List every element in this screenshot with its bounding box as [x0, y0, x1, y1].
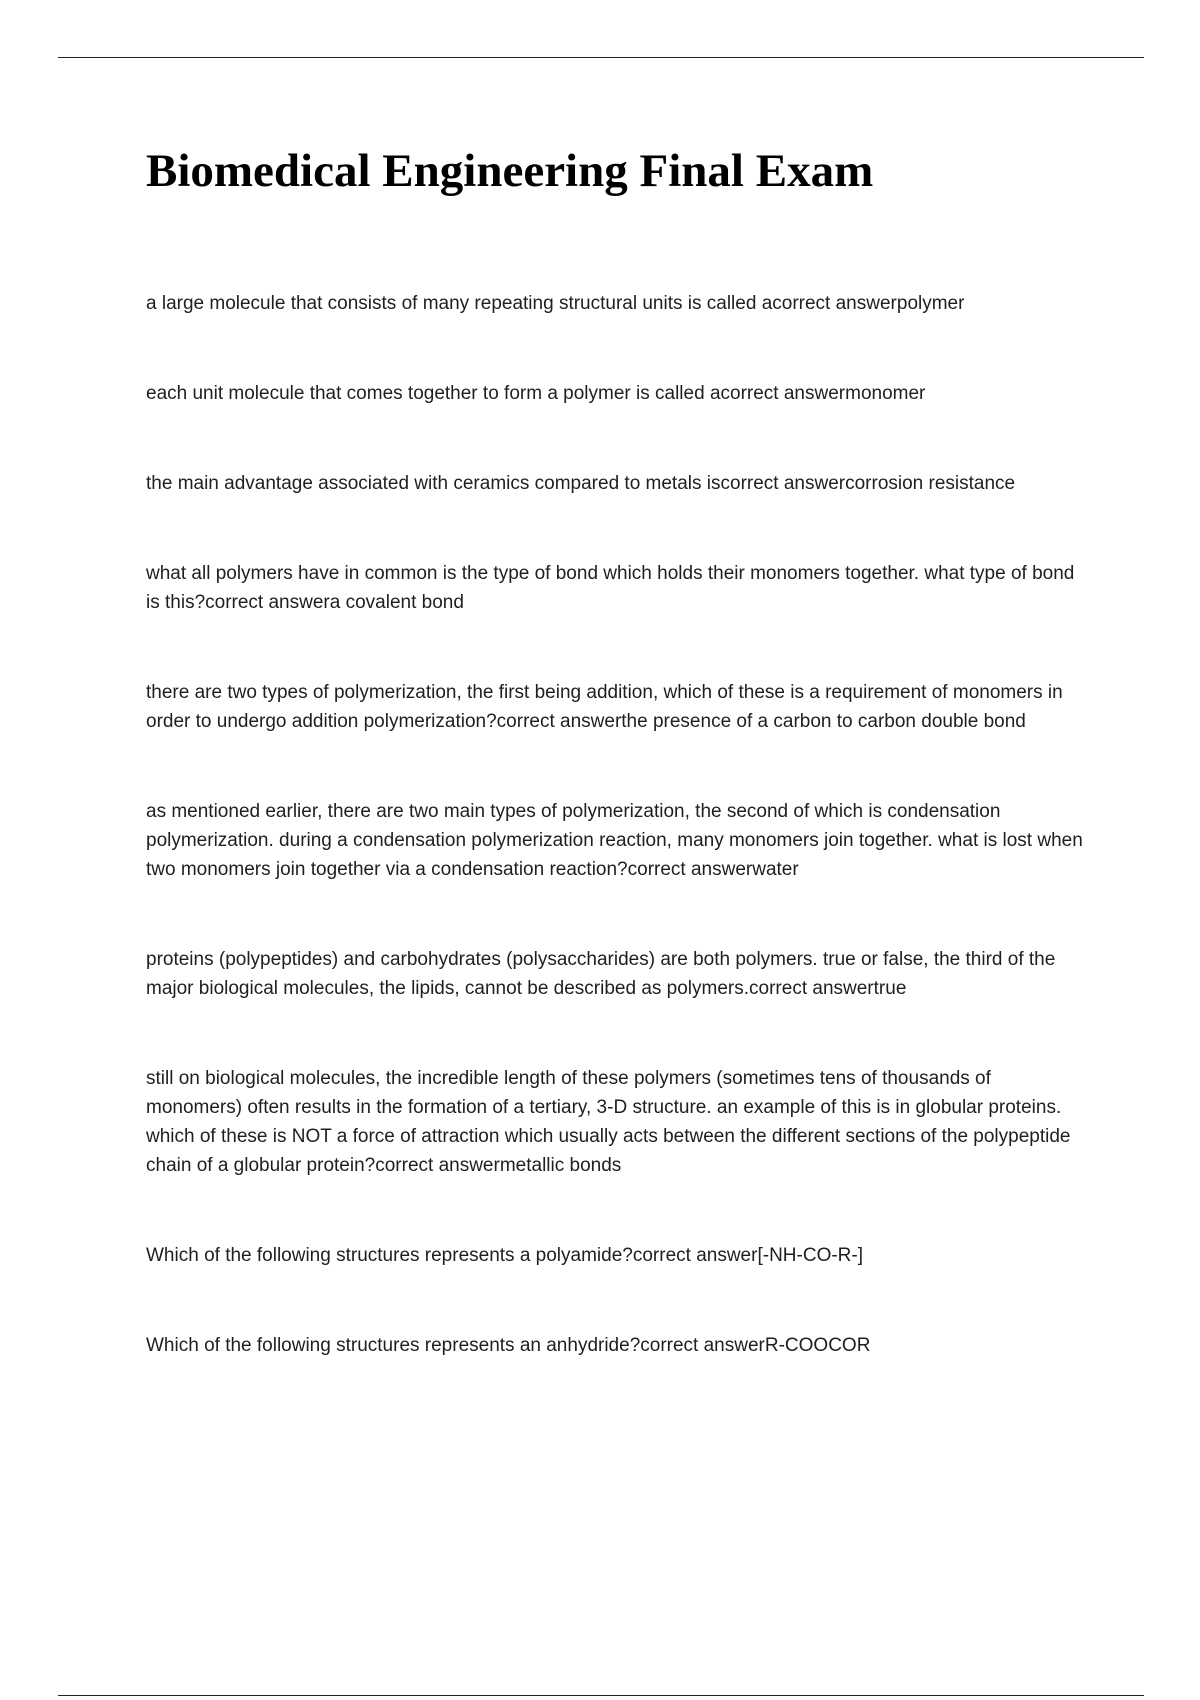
qa-item [146, 945, 1086, 1003]
question-text: Which of the following structures represents an anhydride? [146, 1335, 641, 1356]
qa-item [146, 1064, 1086, 1180]
qa-item [146, 289, 1086, 318]
question-text: each unit molecule that comes together to form a polymer is called a [146, 383, 721, 404]
bottom-divider [58, 1695, 1144, 1696]
answer-separator: correct answer [205, 592, 330, 613]
answer-separator: correct answer [496, 711, 622, 732]
qa-item [146, 1241, 1086, 1270]
answer-separator: correct answer [772, 293, 897, 314]
question-text: a large molecule that consists of many repeating structural units is called a [146, 293, 773, 314]
answer-separator: correct answer [627, 859, 753, 880]
answer-text: a covalent bond [329, 592, 464, 613]
answer-separator: correct answer [720, 383, 846, 404]
qa-item [146, 797, 1086, 884]
answer-text: true [873, 978, 907, 999]
question-text: Which of the following structures represents a polyamide? [146, 1245, 633, 1266]
qa-item [146, 559, 1086, 617]
question-text: there are two types of polymerization, the first being addition, which of these is a requirement of monomers in order to undergo addition polymerization? [146, 682, 1063, 732]
answer-text: the presence of a carbon to carbon double bond [621, 711, 1026, 732]
answer-separator: correct answer [640, 1335, 765, 1356]
top-divider [58, 57, 1144, 58]
answer-text: monomer [845, 383, 926, 404]
question-text: the main advantage associated with ceramics compared to metals is [146, 473, 721, 494]
answer-separator: correct answer [632, 1245, 758, 1266]
question-text: still on biological molecules, the incredible length of these polymers (sometimes tens of thousands of monomers) often results in the formation of a tertiary, 3-D structure. an example of this is in globular proteins. which of these is NOT a force of attraction which usually acts between the different sections of the polypeptide chain of a globular protein? [146, 1068, 1071, 1176]
answer-separator: correct answer [375, 1155, 500, 1176]
page-title: Biomedical Engineering Final Exam [146, 145, 874, 197]
qa-item [146, 469, 1086, 498]
qa-item [146, 379, 1086, 408]
answer-text: metallic bonds [499, 1155, 622, 1176]
question-text: what all polymers have in common is the type of bond which holds their monomers together. what type of bond is this? [146, 563, 1075, 613]
question-text: proteins (polypeptides) and carbohydrates (polysaccharides) are both polymers. true or false, the third of the major biological molecules, the lipids, cannot be described as polymers. [146, 949, 1056, 999]
answer-separator: correct answer [720, 473, 846, 494]
question-text: as mentioned earlier, there are two main types of polymerization, the second of which is condensation polymerization. during a condensation polymerization reaction, many monomers join together. what is lost when two monomers join together via a condensation reaction? [146, 801, 1083, 880]
answer-text: [-NH-CO-R-] [757, 1245, 863, 1266]
qa-list [146, 289, 1086, 1421]
answer-separator: correct answer [749, 978, 874, 999]
qa-item [146, 678, 1086, 736]
answer-text: water [752, 859, 799, 880]
answer-text: polymer [896, 293, 965, 314]
qa-item [146, 1331, 1086, 1360]
answer-text: corrosion resistance [845, 473, 1016, 494]
answer-text: R-COOCOR [764, 1335, 871, 1356]
